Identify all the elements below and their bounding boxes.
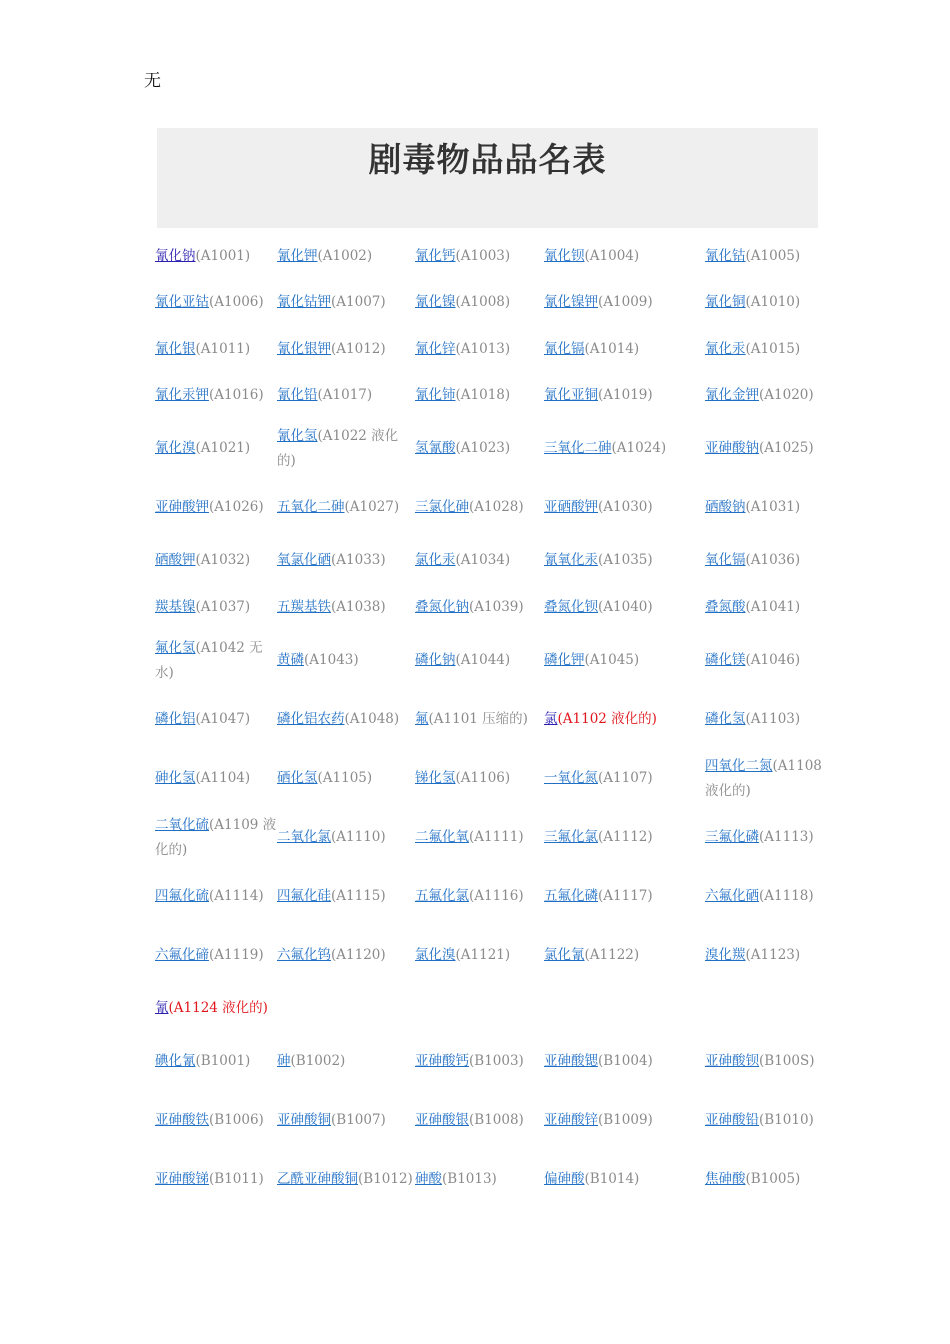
chemical-code: (A1028) bbox=[469, 499, 524, 515]
table-cell bbox=[277, 926, 415, 985]
chemical-name-link[interactable]: 亚硒酸钾 bbox=[544, 499, 598, 515]
chemical-code: (B1005) bbox=[745, 1171, 801, 1187]
table-cell bbox=[544, 478, 705, 537]
chemical-name-link[interactable]: 氰化钴 bbox=[705, 247, 746, 264]
chemical-name-link[interactable]: 氯 bbox=[544, 711, 558, 727]
chemical-code: (A1021) bbox=[195, 440, 251, 456]
chemical-code: (A1037) bbox=[195, 599, 251, 615]
table-cell bbox=[415, 985, 544, 1032]
chemical-code: (A1113) bbox=[759, 829, 814, 845]
chemical-code: (A1002) bbox=[317, 247, 373, 264]
chemical-code: (B1011) bbox=[209, 1171, 264, 1187]
chemical-code: (A1026) bbox=[209, 499, 264, 515]
chemical-name-link[interactable]: 氯化汞 bbox=[415, 552, 456, 568]
chemical-name-link[interactable]: 二氧化氯 bbox=[277, 829, 331, 845]
chemical-name-link[interactable]: 氰化钴钾 bbox=[277, 294, 331, 311]
chemical-name-link[interactable]: 二氧化硫 bbox=[155, 816, 209, 833]
chemical-code: (B1001) bbox=[195, 1053, 251, 1069]
table-cell bbox=[544, 690, 705, 749]
chemical-code: (B100S) bbox=[759, 1053, 815, 1069]
chemical-name-link[interactable]: 亚砷酸铅 bbox=[705, 1112, 759, 1128]
chemical-name-link[interactable]: 硒酸钾 bbox=[155, 552, 196, 568]
table-cell bbox=[277, 690, 415, 749]
table-cell bbox=[544, 867, 705, 926]
chemical-table bbox=[155, 233, 825, 1209]
chemical-code: (B1009) bbox=[598, 1112, 653, 1128]
chemical-name-link[interactable]: 亚砷酸铜 bbox=[277, 1112, 331, 1128]
chemical-code: (A1034) bbox=[455, 552, 511, 568]
table-cell bbox=[277, 584, 415, 631]
chemical-code: (A1005) bbox=[745, 247, 801, 264]
table-row bbox=[155, 280, 825, 327]
table-cell bbox=[155, 419, 277, 478]
chemical-name-link[interactable]: 亚砷酸锑 bbox=[155, 1171, 209, 1187]
chemical-name-link[interactable]: 碘化氰 bbox=[155, 1053, 196, 1069]
table-cell bbox=[155, 280, 277, 327]
table-cell bbox=[155, 478, 277, 537]
table-row bbox=[155, 631, 825, 690]
chemical-name-link[interactable]: 硒酸钠 bbox=[705, 499, 746, 515]
chemical-name-link[interactable]: 三氟化氯 bbox=[544, 829, 598, 845]
chemical-code: (A1123) bbox=[745, 947, 801, 963]
chemical-code: (B1006) bbox=[209, 1112, 264, 1128]
table-cell bbox=[155, 584, 277, 631]
chemical-code: (A1106) bbox=[455, 770, 511, 786]
chemical-code: (A1107) bbox=[598, 770, 653, 786]
chemical-code: (A1014) bbox=[584, 340, 640, 357]
table-cell bbox=[544, 1091, 705, 1150]
chemical-name-link[interactable]: 氰化铅 bbox=[277, 387, 318, 404]
chemical-name-link[interactable]: 三氯化砷 bbox=[415, 499, 469, 515]
table-cell bbox=[277, 749, 415, 808]
table-cell bbox=[544, 1032, 705, 1091]
chemical-name-link[interactable]: 乙酰亚砷酸铜 bbox=[277, 1171, 358, 1187]
table-cell bbox=[705, 690, 825, 749]
table-cell bbox=[415, 280, 544, 327]
chemical-name-link[interactable]: 亚砷酸钙 bbox=[415, 1053, 469, 1069]
table-row bbox=[155, 1091, 825, 1150]
chemical-code: (A1117) bbox=[598, 888, 653, 904]
table-cell bbox=[277, 808, 415, 867]
chemical-name-link[interactable]: 氰化汞钾 bbox=[155, 387, 209, 404]
table-row bbox=[155, 749, 825, 808]
table-cell bbox=[155, 749, 277, 808]
chemical-code: (A1045) bbox=[584, 652, 640, 668]
chemical-name-link[interactable]: 叠氮化钠 bbox=[415, 599, 469, 615]
chemical-code: (B1012) bbox=[358, 1171, 413, 1187]
table-cell bbox=[544, 537, 705, 584]
chemical-code: (B1008) bbox=[469, 1112, 524, 1128]
chemical-code: (A1001) bbox=[195, 247, 251, 264]
table-cell bbox=[705, 373, 825, 420]
chemical-name-link[interactable]: 五氟化磷 bbox=[544, 888, 598, 904]
table-cell bbox=[544, 326, 705, 373]
chemical-name-link[interactable]: 亚砷酸银 bbox=[415, 1112, 469, 1128]
table-cell bbox=[415, 326, 544, 373]
page-title: 剧毒物品品名表 bbox=[368, 140, 607, 179]
chemical-name-link[interactable]: 氰氧化汞 bbox=[544, 552, 598, 568]
table-cell bbox=[277, 985, 415, 1032]
chemical-code: (A1041) bbox=[745, 599, 801, 615]
chemical-name-link[interactable]: 偏砷酸 bbox=[544, 1171, 585, 1187]
chemical-name-link[interactable]: 氰化铜 bbox=[705, 294, 746, 311]
chemical-code: (A1040) bbox=[598, 599, 653, 615]
table-cell bbox=[544, 808, 705, 867]
table-cell bbox=[705, 233, 825, 280]
chemical-name-link[interactable]: 氰化亚钴 bbox=[155, 294, 209, 311]
chemical-name-link[interactable]: 磷化钠 bbox=[415, 652, 456, 668]
table-row bbox=[155, 537, 825, 584]
chemical-name-link[interactable]: 四氧化二氮 bbox=[705, 757, 773, 774]
table-cell bbox=[705, 926, 825, 985]
title-banner bbox=[157, 128, 818, 228]
table-cell bbox=[544, 233, 705, 280]
table-cell bbox=[415, 808, 544, 867]
chemical-name-link[interactable]: 亚砷酸锶 bbox=[544, 1053, 598, 1069]
table-cell bbox=[415, 749, 544, 808]
chemical-code: (A1116) bbox=[469, 888, 524, 904]
chemical-name-link[interactable]: 氰化金钾 bbox=[705, 387, 759, 404]
table-row bbox=[155, 1150, 825, 1209]
chemical-code: (A1115) bbox=[331, 888, 386, 904]
chemical-code: (A1108 液化的) bbox=[705, 757, 822, 799]
chemical-code: (A1105) bbox=[317, 770, 373, 786]
table-cell bbox=[415, 1032, 544, 1091]
table-cell bbox=[544, 280, 705, 327]
chemical-code: (A1011) bbox=[195, 340, 251, 357]
table-row bbox=[155, 326, 825, 373]
chemical-code: (A1006) bbox=[209, 294, 264, 311]
chemical-name-link[interactable]: 氰 bbox=[155, 1000, 169, 1016]
table-cell bbox=[705, 280, 825, 327]
chemical-code: (A1104) bbox=[195, 770, 251, 786]
chemical-code: (A1007) bbox=[331, 294, 386, 311]
chemical-code: (A1101 压缩的) bbox=[428, 711, 528, 727]
chemical-name-link[interactable]: 磷化钾 bbox=[544, 652, 585, 668]
table-row bbox=[155, 1032, 825, 1091]
chemical-code: (A1102 液化的) bbox=[557, 711, 657, 727]
chemical-code: (B1003) bbox=[469, 1053, 524, 1069]
chemical-name-link[interactable]: 亚砷酸钾 bbox=[155, 499, 209, 515]
table-cell bbox=[277, 478, 415, 537]
table-cell bbox=[277, 537, 415, 584]
chemical-code: (B1007) bbox=[331, 1112, 386, 1128]
chemical-name-link[interactable]: 氰化氢 bbox=[277, 427, 318, 444]
chemical-code: (A1038) bbox=[331, 599, 386, 615]
chemical-code: (A1017) bbox=[317, 387, 373, 404]
chemical-code: (A1023) bbox=[455, 440, 511, 456]
chemical-name-link[interactable]: 磷化镁 bbox=[705, 652, 746, 668]
chemical-name-link[interactable]: 五氟化氯 bbox=[415, 888, 469, 904]
table-cell bbox=[544, 985, 705, 1032]
table-cell bbox=[544, 373, 705, 420]
chemical-name-link[interactable]: 叠氮酸 bbox=[705, 599, 746, 615]
chemical-name-link[interactable]: 氰化钙 bbox=[415, 247, 456, 264]
chemical-name-link[interactable]: 氰化溴 bbox=[155, 440, 196, 456]
chemical-name-link[interactable]: 一氧化氮 bbox=[544, 770, 598, 786]
table-cell bbox=[277, 373, 415, 420]
chemical-name-link[interactable]: 氰化钠 bbox=[155, 247, 196, 264]
chemical-name-link[interactable]: 氰化锌 bbox=[415, 340, 456, 357]
table-cell bbox=[544, 749, 705, 808]
table-cell bbox=[155, 537, 277, 584]
table-cell bbox=[277, 1150, 415, 1209]
table-cell bbox=[155, 233, 277, 280]
table-cell bbox=[155, 326, 277, 373]
chemical-code: (A1042 无水) bbox=[155, 639, 263, 681]
table-cell bbox=[544, 926, 705, 985]
table-cell bbox=[155, 631, 277, 690]
chemical-code: (A1033) bbox=[331, 552, 386, 568]
table-cell bbox=[544, 1150, 705, 1209]
chemical-name-link[interactable]: 氰化铈 bbox=[415, 387, 456, 404]
table-cell bbox=[277, 419, 415, 478]
chemical-code: (A1044) bbox=[455, 652, 511, 668]
table-cell bbox=[277, 280, 415, 327]
chemical-name-link[interactable]: 黄磷 bbox=[277, 652, 304, 668]
chemical-name-link[interactable]: 三氧化二砷 bbox=[544, 440, 612, 456]
chemical-code: (A1035) bbox=[598, 552, 653, 568]
chemical-code: (A1047) bbox=[195, 711, 251, 727]
table-cell bbox=[155, 373, 277, 420]
table-cell bbox=[705, 478, 825, 537]
chemical-name-link[interactable]: 磷化铝 bbox=[155, 711, 196, 727]
chemical-code: (A1124 液化的) bbox=[168, 1000, 268, 1016]
chemical-name-link[interactable]: 磷化铝农药 bbox=[277, 711, 345, 727]
chemical-code: (A1110) bbox=[331, 829, 386, 845]
table-cell bbox=[415, 926, 544, 985]
table-row bbox=[155, 478, 825, 537]
chemical-name-link[interactable]: 二氟化氧 bbox=[415, 829, 469, 845]
table-row bbox=[155, 690, 825, 749]
chemical-name-link[interactable]: 锑化氢 bbox=[415, 770, 456, 786]
chemical-code: (A1032) bbox=[195, 552, 251, 568]
chemical-name-link[interactable]: 四氟化硫 bbox=[155, 888, 209, 904]
chemical-code: (A1036) bbox=[745, 552, 801, 568]
chemical-code: (A1018) bbox=[455, 387, 511, 404]
table-cell bbox=[155, 690, 277, 749]
table-cell bbox=[277, 1091, 415, 1150]
chemical-code: (A1016) bbox=[209, 387, 264, 404]
chemical-code: (B1002) bbox=[290, 1053, 346, 1069]
chemical-code: (A1103) bbox=[745, 711, 801, 727]
table-row bbox=[155, 808, 825, 867]
table-row bbox=[155, 926, 825, 985]
chemical-name-link[interactable]: 氰化镍钾 bbox=[544, 294, 598, 311]
chemical-name-link[interactable]: 氰化镍 bbox=[415, 294, 456, 311]
chemical-name-link[interactable]: 氰化银钾 bbox=[277, 340, 331, 357]
chemical-code: (A1010) bbox=[745, 294, 801, 311]
chemical-name-link[interactable]: 羰基镍 bbox=[155, 599, 196, 615]
chemical-code: (A1012) bbox=[331, 340, 386, 357]
chemical-name-link[interactable]: 氯化溴 bbox=[415, 947, 456, 963]
chemical-code: (B1010) bbox=[759, 1112, 814, 1128]
chemical-code: (A1015) bbox=[745, 340, 801, 357]
table-cell bbox=[705, 537, 825, 584]
chemical-name-link[interactable]: 三氟化磷 bbox=[705, 829, 759, 845]
table-cell bbox=[155, 1032, 277, 1091]
table-cell bbox=[277, 1032, 415, 1091]
corner-text: 无 bbox=[144, 71, 161, 91]
chemical-code: (A1008) bbox=[455, 294, 511, 311]
table-cell bbox=[705, 631, 825, 690]
chemical-code: (A1004) bbox=[584, 247, 640, 264]
chemical-name-link[interactable]: 氟化氢 bbox=[155, 639, 196, 656]
table-cell bbox=[415, 631, 544, 690]
chemical-name-link[interactable]: 氧氯化硒 bbox=[277, 552, 331, 568]
chemical-code: (A1013) bbox=[455, 340, 511, 357]
chemical-name-link[interactable]: 亚砷酸钠 bbox=[705, 440, 759, 456]
table-cell bbox=[415, 233, 544, 280]
chemical-code: (B1014) bbox=[584, 1171, 640, 1187]
table-row bbox=[155, 584, 825, 631]
chemical-code: (A1114) bbox=[209, 888, 264, 904]
table-cell bbox=[155, 1091, 277, 1150]
chemical-name-link[interactable]: 六氟化硒 bbox=[705, 888, 759, 904]
chemical-code: (A1048) bbox=[344, 711, 400, 727]
table-cell bbox=[705, 326, 825, 373]
chemical-name-link[interactable]: 六氟化钨 bbox=[277, 947, 331, 963]
chemical-code: (B1004) bbox=[598, 1053, 653, 1069]
table-cell bbox=[415, 419, 544, 478]
table-cell bbox=[705, 1091, 825, 1150]
chemical-name-link[interactable]: 硒化氢 bbox=[277, 770, 318, 786]
table-cell bbox=[277, 631, 415, 690]
chemical-code: (A1031) bbox=[745, 499, 801, 515]
chemical-code: (A1027) bbox=[344, 499, 400, 515]
table-cell bbox=[155, 867, 277, 926]
table-cell bbox=[415, 537, 544, 584]
chemical-code: (A1024) bbox=[611, 440, 667, 456]
chemical-name-link[interactable]: 氰化银 bbox=[155, 340, 196, 357]
table-cell bbox=[415, 478, 544, 537]
chemical-code: (A1109 液化的) bbox=[155, 816, 277, 858]
table-cell bbox=[155, 1150, 277, 1209]
chemical-name-link[interactable]: 磷化氢 bbox=[705, 711, 746, 727]
chemical-name-link[interactable]: 氟 bbox=[415, 711, 429, 727]
chemical-code: (A1020) bbox=[759, 387, 814, 404]
chemical-code: (A1111) bbox=[469, 829, 524, 845]
chemical-code: (B1013) bbox=[442, 1171, 497, 1187]
table-cell bbox=[415, 690, 544, 749]
table-row bbox=[155, 419, 825, 478]
chemical-name-link[interactable]: 五氧化二砷 bbox=[277, 499, 345, 515]
chemical-name-link[interactable]: 砷化氢 bbox=[155, 770, 196, 786]
chemical-name-link[interactable]: 氢氰酸 bbox=[415, 440, 456, 456]
table-cell bbox=[155, 808, 277, 867]
table-cell bbox=[155, 926, 277, 985]
table-cell bbox=[277, 867, 415, 926]
chemical-code: (A1019) bbox=[598, 387, 653, 404]
chemical-name-link[interactable]: 砷酸 bbox=[415, 1171, 442, 1187]
table-cell bbox=[155, 985, 277, 1032]
chemical-code: (A1030) bbox=[598, 499, 653, 515]
chemical-name-link[interactable]: 氰化亚铜 bbox=[544, 387, 598, 404]
table-cell bbox=[705, 867, 825, 926]
table-cell bbox=[277, 233, 415, 280]
table-cell bbox=[415, 1150, 544, 1209]
chemical-name-link[interactable]: 氰化汞 bbox=[705, 340, 746, 357]
chemical-name-link[interactable]: 氧化镉 bbox=[705, 552, 746, 568]
chemical-code: (A1118) bbox=[759, 888, 814, 904]
table-cell bbox=[277, 326, 415, 373]
table-row bbox=[155, 985, 825, 1032]
table-cell bbox=[705, 584, 825, 631]
chemical-name-link[interactable]: 溴化羰 bbox=[705, 947, 746, 963]
chemical-code: (A1039) bbox=[469, 599, 524, 615]
chemical-code: (A1122) bbox=[584, 947, 640, 963]
chemical-code: (A1022 液化的) bbox=[277, 427, 399, 469]
table-row bbox=[155, 233, 825, 280]
table-row bbox=[155, 867, 825, 926]
chemical-code: (A1121) bbox=[455, 947, 511, 963]
chemical-name-link[interactable]: 亚砷酸钡 bbox=[705, 1053, 759, 1069]
chemical-code: (A1119) bbox=[209, 947, 264, 963]
table-cell bbox=[705, 749, 825, 808]
table-cell bbox=[544, 419, 705, 478]
chemical-name-link[interactable]: 氯化氰 bbox=[544, 947, 585, 963]
table-cell bbox=[415, 584, 544, 631]
chemical-code: (A1046) bbox=[745, 652, 801, 668]
chemical-name-link[interactable]: 焦砷酸 bbox=[705, 1171, 746, 1187]
chemical-name-link[interactable]: 亚砷酸铁 bbox=[155, 1112, 209, 1128]
chemical-code: (A1112) bbox=[598, 829, 653, 845]
table-cell bbox=[705, 985, 825, 1032]
chemical-name-link[interactable]: 叠氮化钡 bbox=[544, 599, 598, 615]
table-row bbox=[155, 373, 825, 420]
chemical-code: (A1025) bbox=[759, 440, 814, 456]
table-cell bbox=[705, 1032, 825, 1091]
table-cell bbox=[705, 419, 825, 478]
table-cell bbox=[544, 584, 705, 631]
table-cell bbox=[415, 1091, 544, 1150]
chemical-name-link[interactable]: 氰化钡 bbox=[544, 247, 585, 264]
table-cell bbox=[705, 808, 825, 867]
chemical-name-link[interactable]: 五羰基铁 bbox=[277, 599, 331, 615]
chemical-code: (A1120) bbox=[331, 947, 386, 963]
chemical-name-link[interactable]: 六氟化碲 bbox=[155, 947, 209, 963]
table-cell bbox=[544, 631, 705, 690]
chemical-code: (A1043) bbox=[304, 652, 359, 668]
chemical-name-link[interactable]: 砷 bbox=[277, 1053, 291, 1069]
table-cell bbox=[415, 867, 544, 926]
chemical-name-link[interactable]: 氰化镉 bbox=[544, 340, 585, 357]
chemical-name-link[interactable]: 四氟化硅 bbox=[277, 888, 331, 904]
table-cell bbox=[415, 373, 544, 420]
chemical-name-link[interactable]: 亚砷酸锌 bbox=[544, 1112, 598, 1128]
table-cell bbox=[705, 1150, 825, 1209]
chemical-code: (A1003) bbox=[455, 247, 511, 264]
chemical-name-link[interactable]: 氰化钾 bbox=[277, 247, 318, 264]
chemical-code: (A1009) bbox=[598, 294, 653, 311]
